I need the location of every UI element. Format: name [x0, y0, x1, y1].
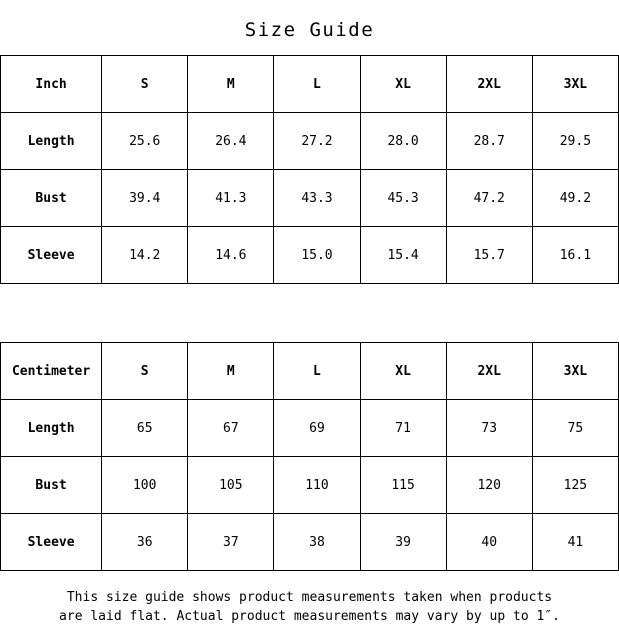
- cell-sleeve-l: 15.0: [274, 227, 360, 284]
- row-label-length: Length: [1, 400, 102, 457]
- cell-length-2xl: 28.7: [446, 113, 532, 170]
- column-header-l: L: [274, 56, 360, 113]
- cell-bust-m: 41.3: [188, 170, 274, 227]
- cell-sleeve-3xl: 16.1: [532, 227, 618, 284]
- table-row: [1, 457, 619, 514]
- cell-sleeve-3xl: 41: [532, 514, 618, 571]
- unit-label-centimeter: Centimeter: [1, 343, 102, 400]
- cell-length-3xl: 75: [532, 400, 618, 457]
- cell-bust-3xl: 49.2: [532, 170, 618, 227]
- column-header-m: M: [188, 56, 274, 113]
- cell-sleeve-s: 36: [102, 514, 188, 571]
- column-header-2xl: 2XL: [446, 56, 532, 113]
- column-header-xl: XL: [360, 56, 446, 113]
- size-table-inch: [0, 55, 619, 284]
- cell-length-xl: 71: [360, 400, 446, 457]
- table-separator: [0, 284, 619, 342]
- cell-bust-xl: 45.3: [360, 170, 446, 227]
- row-label-sleeve: Sleeve: [1, 514, 102, 571]
- footnote-line-2: are laid flat. Actual product measurements may vary by up to 1″.: [59, 609, 560, 624]
- cell-sleeve-m: 14.6: [188, 227, 274, 284]
- cell-length-2xl: 73: [446, 400, 532, 457]
- cell-length-3xl: 29.5: [532, 113, 618, 170]
- cell-length-m: 26.4: [188, 113, 274, 170]
- cell-sleeve-xl: 15.4: [360, 227, 446, 284]
- cell-bust-s: 39.4: [102, 170, 188, 227]
- table-row: [1, 170, 619, 227]
- cell-bust-xl: 115: [360, 457, 446, 514]
- footnote-line-1: This size guide shows product measurements taken when products: [66, 590, 553, 605]
- cell-length-s: 25.6: [102, 113, 188, 170]
- column-header-2xl: 2XL: [446, 343, 532, 400]
- size-table-centimeter: [0, 342, 619, 571]
- cell-length-l: 69: [274, 400, 360, 457]
- column-header-xl: XL: [360, 343, 446, 400]
- table-row: [1, 113, 619, 170]
- table-row: [1, 227, 619, 284]
- cell-bust-2xl: 47.2: [446, 170, 532, 227]
- unit-label-inch: Inch: [1, 56, 102, 113]
- cell-bust-2xl: 120: [446, 457, 532, 514]
- row-label-bust: Bust: [1, 170, 102, 227]
- column-header-s: S: [102, 343, 188, 400]
- cell-bust-s: 100: [102, 457, 188, 514]
- row-label-length: Length: [1, 113, 102, 170]
- cell-sleeve-2xl: 15.7: [446, 227, 532, 284]
- row-label-bust: Bust: [1, 457, 102, 514]
- cell-sleeve-s: 14.2: [102, 227, 188, 284]
- row-label-sleeve: Sleeve: [1, 227, 102, 284]
- cell-length-l: 27.2: [274, 113, 360, 170]
- column-header-s: S: [102, 56, 188, 113]
- column-header-3xl: 3XL: [532, 343, 618, 400]
- cell-bust-3xl: 125: [532, 457, 618, 514]
- cell-length-s: 65: [102, 400, 188, 457]
- cell-bust-l: 110: [274, 457, 360, 514]
- column-header-3xl: 3XL: [532, 56, 618, 113]
- cell-bust-l: 43.3: [274, 170, 360, 227]
- cell-sleeve-m: 37: [188, 514, 274, 571]
- cell-sleeve-l: 38: [274, 514, 360, 571]
- page-title: Size Guide: [244, 19, 375, 41]
- column-header-m: M: [188, 343, 274, 400]
- cell-bust-m: 105: [188, 457, 274, 514]
- cell-sleeve-2xl: 40: [446, 514, 532, 571]
- table-header-row: [1, 343, 619, 400]
- cell-length-xl: 28.0: [360, 113, 446, 170]
- table-header-row: [1, 56, 619, 113]
- table-row: [1, 514, 619, 571]
- column-header-l: L: [274, 343, 360, 400]
- cell-sleeve-xl: 39: [360, 514, 446, 571]
- table-row: [1, 400, 619, 457]
- cell-length-m: 67: [188, 400, 274, 457]
